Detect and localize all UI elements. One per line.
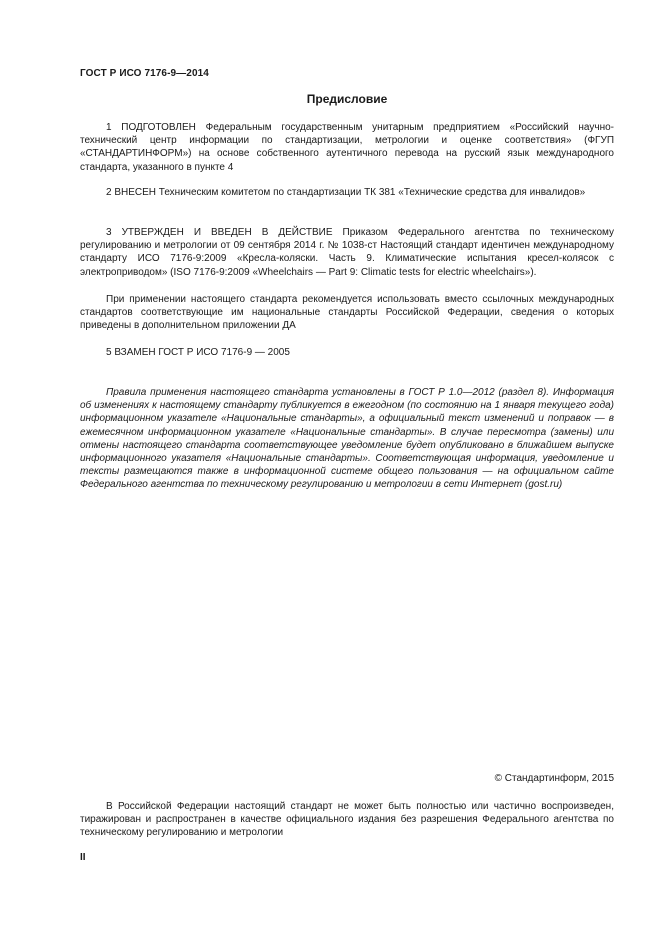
- application-rules-notice: [80, 386, 614, 492]
- reproduction-rights-notice: [80, 800, 614, 840]
- page-title: Предисловие: [306, 92, 388, 106]
- application-rules-text: Правила применения настоящего стандарта установлены в ГОСТ Р 1.0—2012 (раздел 8). Информация об изменениях к настоящему стандарту публикуется в ежегодном (по состоянию на 1 января текущего года) информационном указателе «Национальные стандарты», а официальный текст изменений и поправок — в ежемесячном информационном указателе «Национальные стандарты». В случае пересмотра (замены) или отмены настоящего стандарта соответствующее уведомление будет опубликовано в ближайшем выпуске информационного указателя «Национальные стандарты». Соответствующая информация, уведомление и тексты размещаются также в информационной системе общего пользования — на официальном сайте Федерального агентства по техническому регулированию и метрологии в сети Интернет (gost.ru): [80, 387, 614, 491]
- paragraph-approved-text: 3 УТВЕРЖДЕН И ВВЕДЕН В ДЕЙСТВИЕ Приказом Федерального агентства по техническому регулированию и метрологии от 09 сентября 2014 г. № 1038-ст Настоящий стандарт идентичен международному стандарту ИСО 7176-9:2009 «Кресла-коляски. Часть 9. Климатические испытания кресел-колясок с электроприводом» (ISO 7176-9:2009 «Wheelchairs — Part 9: Climatic tests for electric wheelchairs»).: [80, 227, 614, 278]
- paragraph-approved: [80, 226, 614, 279]
- document-code-header: ГОСТ Р ИСО 7176-9—2014: [80, 68, 209, 79]
- page-number: II: [80, 852, 86, 863]
- paragraph-references-text: При применении настоящего стандарта рекомендуется использовать вместо ссылочных международных стандартов соответствующие им национальные стандарты Российской Федерации, сведения о которых приведены в дополнительном приложении ДА: [80, 294, 614, 332]
- paragraph-introduced: [80, 186, 614, 199]
- paragraph-references: [80, 293, 614, 333]
- reproduction-rights-text: В Российской Федерации настоящий стандарт не может быть полностью или частично воспроизведен, тиражирован и распространен в качестве официального издания без разрешения Федерального агентства по техническому регулированию и метрологии: [80, 801, 614, 839]
- paragraph-introduced-text: 2 ВНЕСЕН Техническим комитетом по стандартизации ТК 381 «Технические средства для инвалидов»: [106, 187, 586, 198]
- copyright-line: © Стандартинформ, 2015: [494, 773, 614, 784]
- paragraph-prepared-text: 1 ПОДГОТОВЛЕН Федеральным государственным унитарным предприятием «Российский научно-технический центр информации по стандартизации, метрологии и оценке соответствия» (ФГУП «СТАНДАРТИНФОРМ») на основе собственного аутентичного перевода на русский язык международного стандарта, указанного в пункте 4: [80, 122, 614, 173]
- paragraph-replaced: [80, 346, 614, 359]
- paragraph-prepared: [80, 121, 614, 174]
- paragraph-replaced-text: 5 ВЗАМЕН ГОСТ Р ИСО 7176-9 — 2005: [106, 347, 290, 358]
